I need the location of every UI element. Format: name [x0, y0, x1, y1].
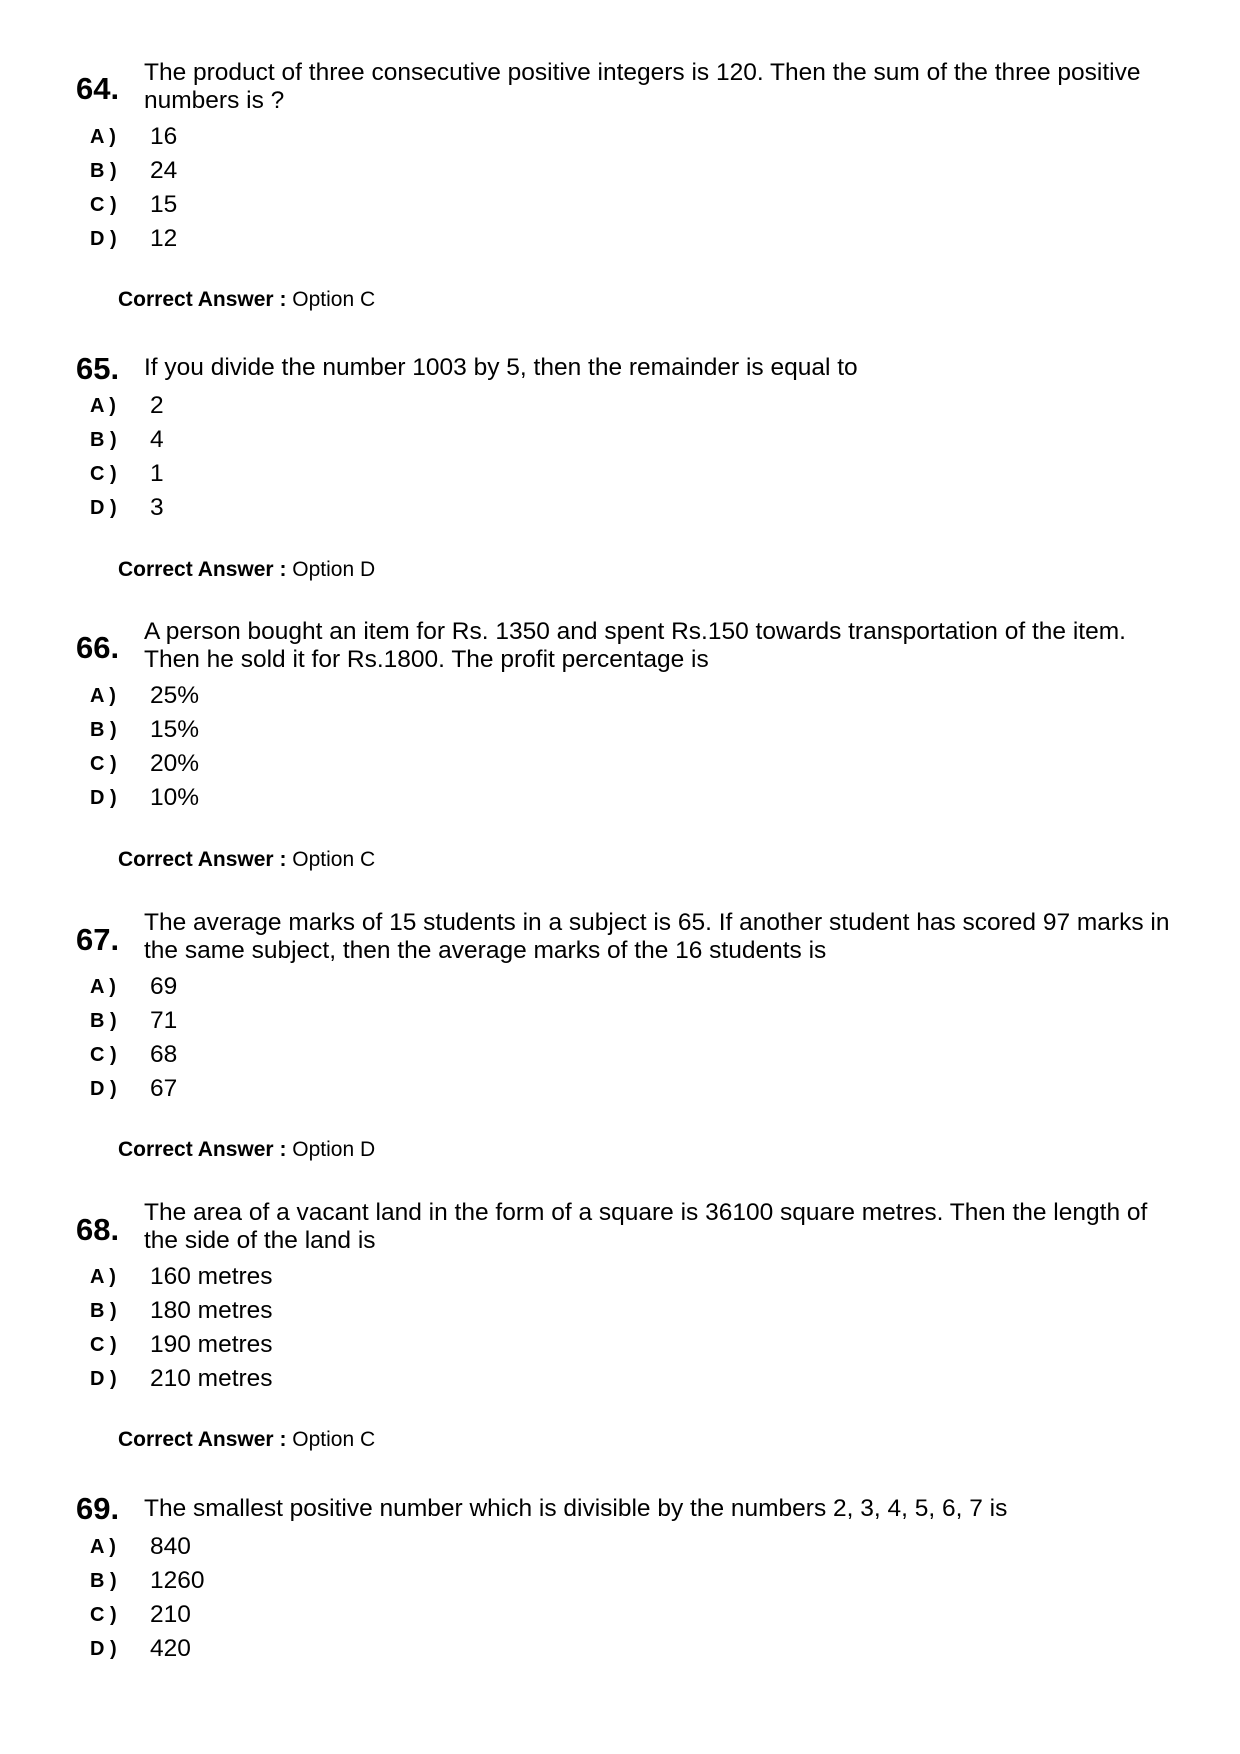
- option-a[interactable]: [0, 120, 600, 154]
- option-c[interactable]: [0, 1328, 600, 1362]
- option-letter: C ): [90, 1604, 117, 1626]
- option-text: 1260: [150, 1567, 205, 1594]
- option-text: 840: [150, 1533, 191, 1560]
- option-letter: C ): [90, 463, 117, 485]
- option-d[interactable]: [0, 1632, 600, 1666]
- option-text: 20%: [150, 750, 200, 777]
- option-text: 71: [150, 1007, 178, 1034]
- option-text: 69: [150, 973, 178, 1000]
- option-letter: C ): [90, 753, 117, 775]
- correct-answer-value: Option C: [292, 848, 376, 871]
- option-letter: A ): [90, 395, 116, 417]
- question-text: The product of three consecutive positive integers is 120. Then the sum of the three positive numbers is ?: [144, 59, 1141, 114]
- option-d[interactable]: [0, 222, 600, 256]
- option-text: 420: [150, 1635, 191, 1662]
- option-text: 3: [150, 494, 164, 521]
- option-b[interactable]: [0, 1294, 600, 1328]
- option-letter: A ): [90, 685, 116, 707]
- option-letter: D ): [90, 1078, 117, 1100]
- option-letter: D ): [90, 787, 117, 809]
- option-c[interactable]: [0, 1038, 600, 1072]
- question-number: 66.: [76, 630, 120, 665]
- option-letter: B ): [90, 429, 117, 451]
- option-letter: C ): [90, 194, 117, 216]
- option-text: 190 metres: [150, 1331, 273, 1358]
- option-text: 210: [150, 1601, 191, 1628]
- option-c[interactable]: [0, 188, 600, 222]
- question-text: The area of a vacant land in the form of a square is 36100 square metres. Then the length of the side of the land is: [144, 1199, 1148, 1254]
- option-b[interactable]: [0, 1004, 600, 1038]
- option-text: 24: [150, 157, 178, 184]
- correct-answer-value: Option D: [292, 1138, 376, 1161]
- option-text: 67: [150, 1075, 178, 1102]
- option-a[interactable]: [0, 1260, 600, 1294]
- option-b[interactable]: [0, 423, 600, 457]
- question-number: 68.: [76, 1212, 120, 1247]
- correct-answer: [118, 287, 375, 313]
- option-d[interactable]: [0, 491, 600, 525]
- option-a[interactable]: [0, 389, 600, 423]
- correct-answer-label: Correct Answer :: [118, 288, 287, 311]
- question-text: If you divide the number 1003 by 5, then the remainder is equal to: [144, 354, 858, 381]
- option-letter: D ): [90, 1368, 117, 1390]
- question-number: 65.: [76, 351, 120, 386]
- option-letter: A ): [90, 1266, 116, 1288]
- question-number: 67.: [76, 922, 120, 957]
- option-d[interactable]: [0, 1072, 600, 1106]
- correct-answer: [118, 1137, 375, 1163]
- option-text: 16: [150, 123, 178, 150]
- question-text: A person bought an item for Rs. 1350 and spent Rs.150 towards transportation of the item. Then he sold it for Rs.1800. The profit percentage is: [144, 618, 1126, 673]
- option-text: 15%: [150, 716, 200, 743]
- option-c[interactable]: [0, 1598, 600, 1632]
- correct-answer-label: Correct Answer :: [118, 848, 287, 871]
- option-b[interactable]: [0, 713, 600, 747]
- option-d[interactable]: [0, 781, 600, 815]
- question-text: The smallest positive number which is divisible by the numbers 2, 3, 4, 5, 6, 7 is: [144, 1495, 1008, 1522]
- option-letter: B ): [90, 1570, 117, 1592]
- option-text: 1: [150, 460, 164, 487]
- option-text: 4: [150, 426, 164, 453]
- correct-answer: [118, 557, 375, 583]
- option-d[interactable]: [0, 1362, 600, 1396]
- option-text: 12: [150, 225, 178, 252]
- option-letter: B ): [90, 1300, 117, 1322]
- option-letter: B ): [90, 160, 117, 182]
- option-c[interactable]: [0, 747, 600, 781]
- correct-answer-label: Correct Answer :: [118, 558, 287, 581]
- option-letter: D ): [90, 1638, 117, 1660]
- correct-answer-value: Option C: [292, 288, 376, 311]
- option-text: 68: [150, 1041, 178, 1068]
- option-letter: D ): [90, 228, 117, 250]
- correct-answer-label: Correct Answer :: [118, 1138, 287, 1161]
- option-a[interactable]: [0, 1530, 600, 1564]
- correct-answer-value: Option D: [292, 558, 376, 581]
- question-number: 69.: [76, 1491, 120, 1526]
- option-text: 15: [150, 191, 178, 218]
- option-c[interactable]: [0, 457, 600, 491]
- option-text: 180 metres: [150, 1297, 273, 1324]
- option-text: 10%: [150, 784, 200, 811]
- question-text: The average marks of 15 students in a subject is 65. If another student has scored 97 marks in the same subject, then the average marks of the 16 students is: [144, 909, 1170, 964]
- option-text: 25%: [150, 682, 200, 709]
- option-text: 160 metres: [150, 1263, 273, 1290]
- option-letter: A ): [90, 976, 116, 998]
- option-b[interactable]: [0, 154, 600, 188]
- question-number: 64.: [76, 71, 120, 106]
- correct-answer: [118, 847, 375, 873]
- option-letter: C ): [90, 1044, 117, 1066]
- option-text: 210 metres: [150, 1365, 273, 1392]
- correct-answer-value: Option C: [292, 1428, 376, 1451]
- option-a[interactable]: [0, 679, 600, 713]
- option-letter: B ): [90, 1010, 117, 1032]
- option-b[interactable]: [0, 1564, 600, 1598]
- option-text: 2: [150, 392, 164, 419]
- option-letter: A ): [90, 126, 116, 148]
- option-letter: B ): [90, 719, 117, 741]
- option-letter: A ): [90, 1536, 116, 1558]
- option-a[interactable]: [0, 970, 600, 1004]
- correct-answer: [118, 1427, 375, 1453]
- correct-answer-label: Correct Answer :: [118, 1428, 287, 1451]
- option-letter: C ): [90, 1334, 117, 1356]
- option-letter: D ): [90, 497, 117, 519]
